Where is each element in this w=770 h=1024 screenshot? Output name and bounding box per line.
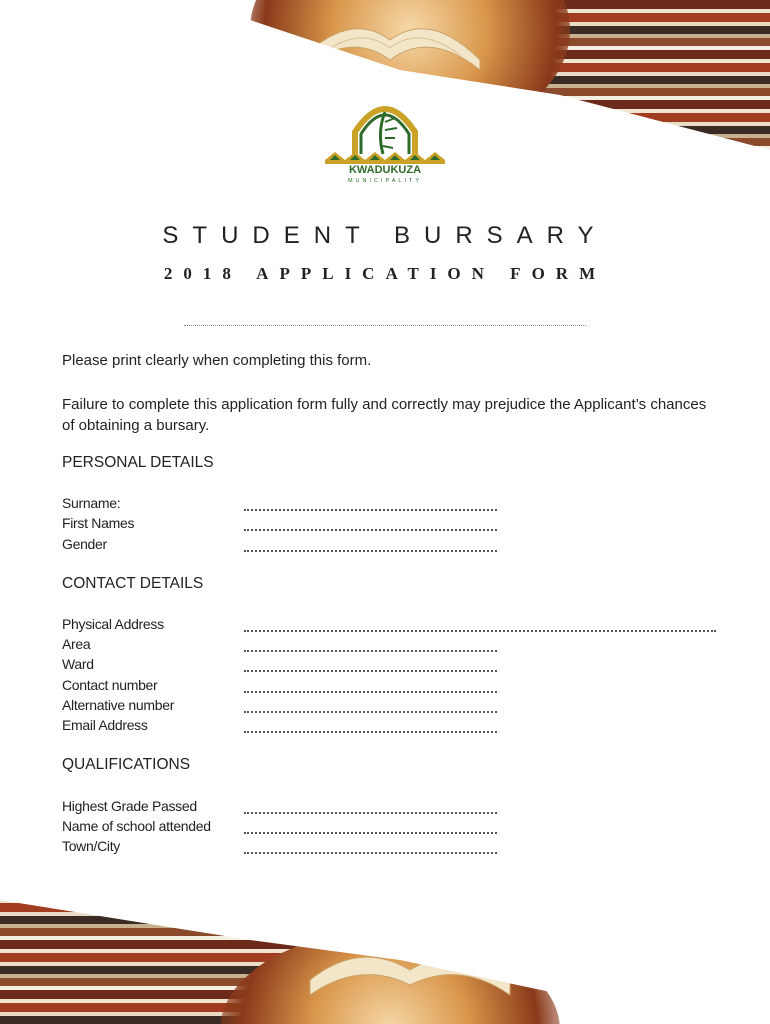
personal-details-heading: PERSONAL DETAILS	[62, 454, 214, 471]
gender-field[interactable]	[62, 536, 722, 556]
fill-in-line[interactable]	[244, 550, 497, 552]
town-city-field[interactable]	[62, 838, 722, 858]
field-label: Area	[62, 636, 91, 652]
fill-in-line[interactable]	[244, 731, 497, 733]
logo-subtitle: MUNICIPALITY	[347, 178, 423, 184]
physical-address-field[interactable]	[62, 616, 722, 636]
first-names-field[interactable]	[62, 515, 722, 535]
municipality-logo	[325, 92, 445, 192]
bottom-banner-image	[0, 890, 770, 1024]
fill-in-line[interactable]	[244, 832, 497, 834]
surname-field[interactable]	[62, 495, 722, 515]
field-label: Physical Address	[62, 616, 164, 632]
field-label: Name of school attended	[62, 818, 211, 834]
field-label: Email Address	[62, 717, 148, 733]
alternative-number-field[interactable]	[62, 697, 722, 717]
field-label: Highest Grade Passed	[62, 798, 197, 814]
logo-name: KWADUKUZA	[348, 164, 422, 176]
contact-details-heading: CONTACT DETAILS	[62, 575, 204, 592]
warning-text: Failure to complete this application form fully and correctly may prejudice the Applicant’s chances of obtaining a bursary.	[62, 396, 707, 434]
ward-field[interactable]	[62, 656, 722, 676]
instruction-text: Please print clearly when completing this form.	[62, 352, 372, 369]
banner-white-shape	[0, 890, 770, 1024]
fill-in-line[interactable]	[244, 711, 497, 713]
field-label: Contact number	[62, 677, 158, 693]
field-label: Gender	[62, 536, 107, 552]
fill-in-line[interactable]	[244, 529, 497, 531]
form-title: STUDENT BURSARY	[162, 222, 608, 249]
school-attended-field[interactable]	[62, 818, 722, 838]
fill-in-line[interactable]	[244, 852, 497, 854]
fill-in-line[interactable]	[244, 670, 497, 672]
title-divider	[184, 325, 586, 326]
form-subtitle: 2018 APPLICATION FORM	[163, 264, 607, 283]
fill-in-line[interactable]	[244, 650, 497, 652]
field-label: Ward	[62, 656, 94, 672]
qualifications-heading: QUALIFICATIONS	[62, 756, 191, 773]
fill-in-line[interactable]	[244, 630, 716, 632]
field-label: Alternative number	[62, 697, 175, 713]
field-label: Town/City	[62, 838, 120, 854]
field-label: Surname:	[62, 495, 121, 511]
highest-grade-field[interactable]	[62, 798, 722, 818]
fill-in-line[interactable]	[244, 691, 497, 693]
fill-in-line[interactable]	[244, 812, 497, 814]
area-field[interactable]	[62, 636, 722, 656]
email-address-field[interactable]	[62, 717, 722, 737]
field-label: First Names	[62, 515, 135, 531]
fill-in-line[interactable]	[244, 509, 497, 511]
logo-emblem-icon	[325, 92, 445, 192]
contact-number-field[interactable]	[62, 677, 722, 697]
